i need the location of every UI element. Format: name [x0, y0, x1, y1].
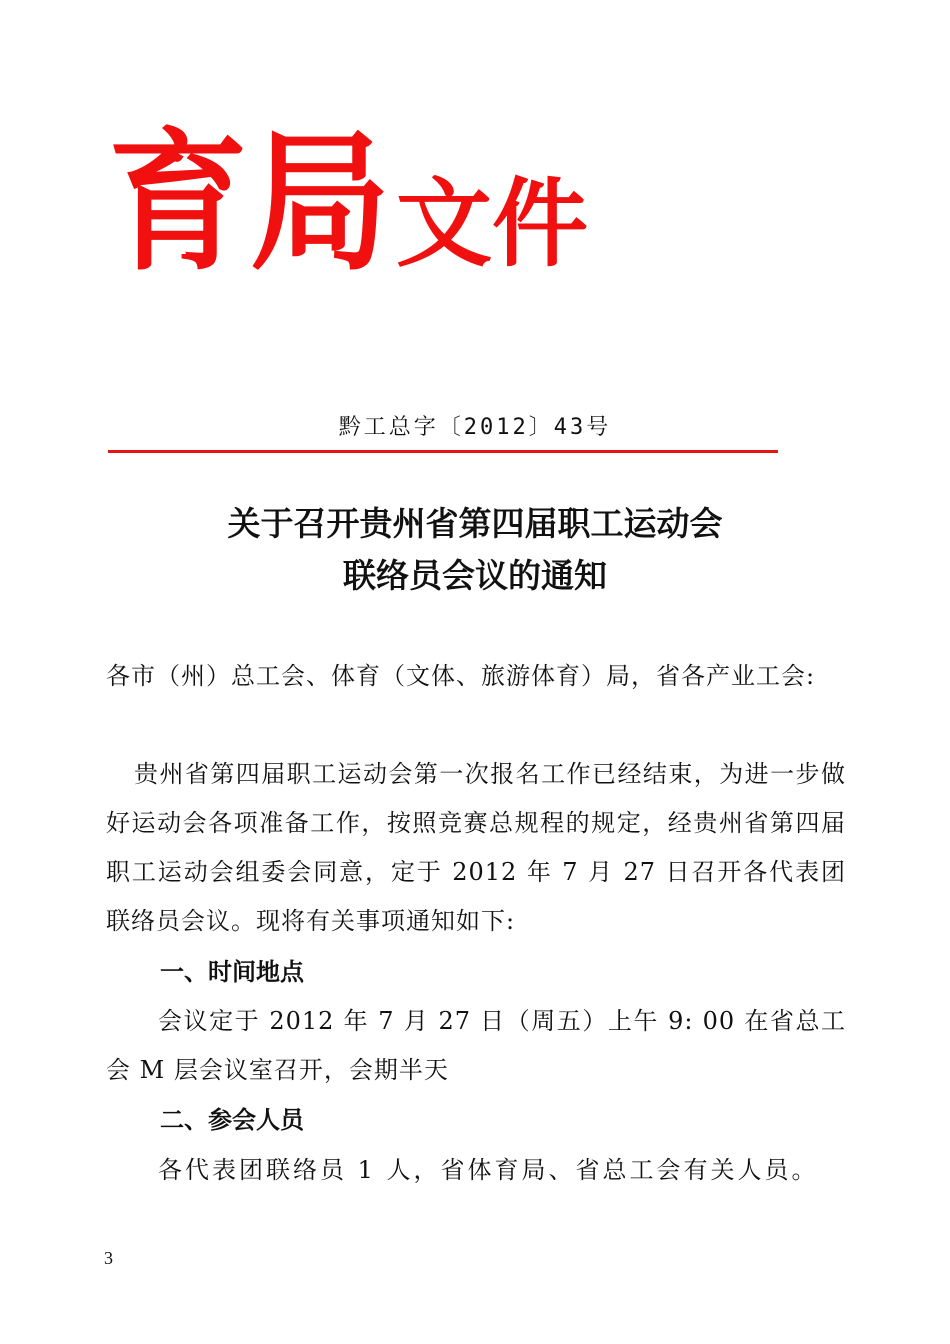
intro-paragraph: 贵州省第四届职工运动会第一次报名工作已经结束，为进一步做好运动会各项准备工作，按照竞赛总规程的规定，经贵州省第四届职工运动会组委会同意，定于 2012 年 7 月 27 日召开各代表团联络员会议。现将有关事项通知如下: [106, 760, 846, 935]
document-number: 黔工总字〔2012〕43号 [338, 415, 612, 440]
section-text-time-place: 会议定于 2012 年 7 月 27 日（周五）上午 9: 00 在省总工会 M 层会议室召开，会期半天 [106, 1007, 846, 1084]
section-heading-time-place: 一、时间地点 [160, 958, 304, 986]
notice-title [0, 498, 950, 602]
page-number: 3 [104, 1248, 113, 1268]
salutation: 各市（州）总工会、体育（文体、旅游体育）局，省各产业工会: [106, 662, 816, 690]
document-header-title [108, 115, 589, 310]
header-title-small: 文件 [396, 168, 589, 280]
notice-title-line-2: 联络员会议的通知 [343, 556, 607, 595]
red-divider-line [108, 450, 778, 453]
header-title-large: 育局 [108, 115, 393, 292]
notice-title-line-1: 关于召开贵州省第四届职工运动会 [227, 504, 723, 543]
section-heading-attendees: 二、参会人员 [160, 1106, 304, 1134]
section-text-attendees: 各代表团联络员 1 人，省体育局、省总工会有关人员。 [158, 1156, 819, 1184]
